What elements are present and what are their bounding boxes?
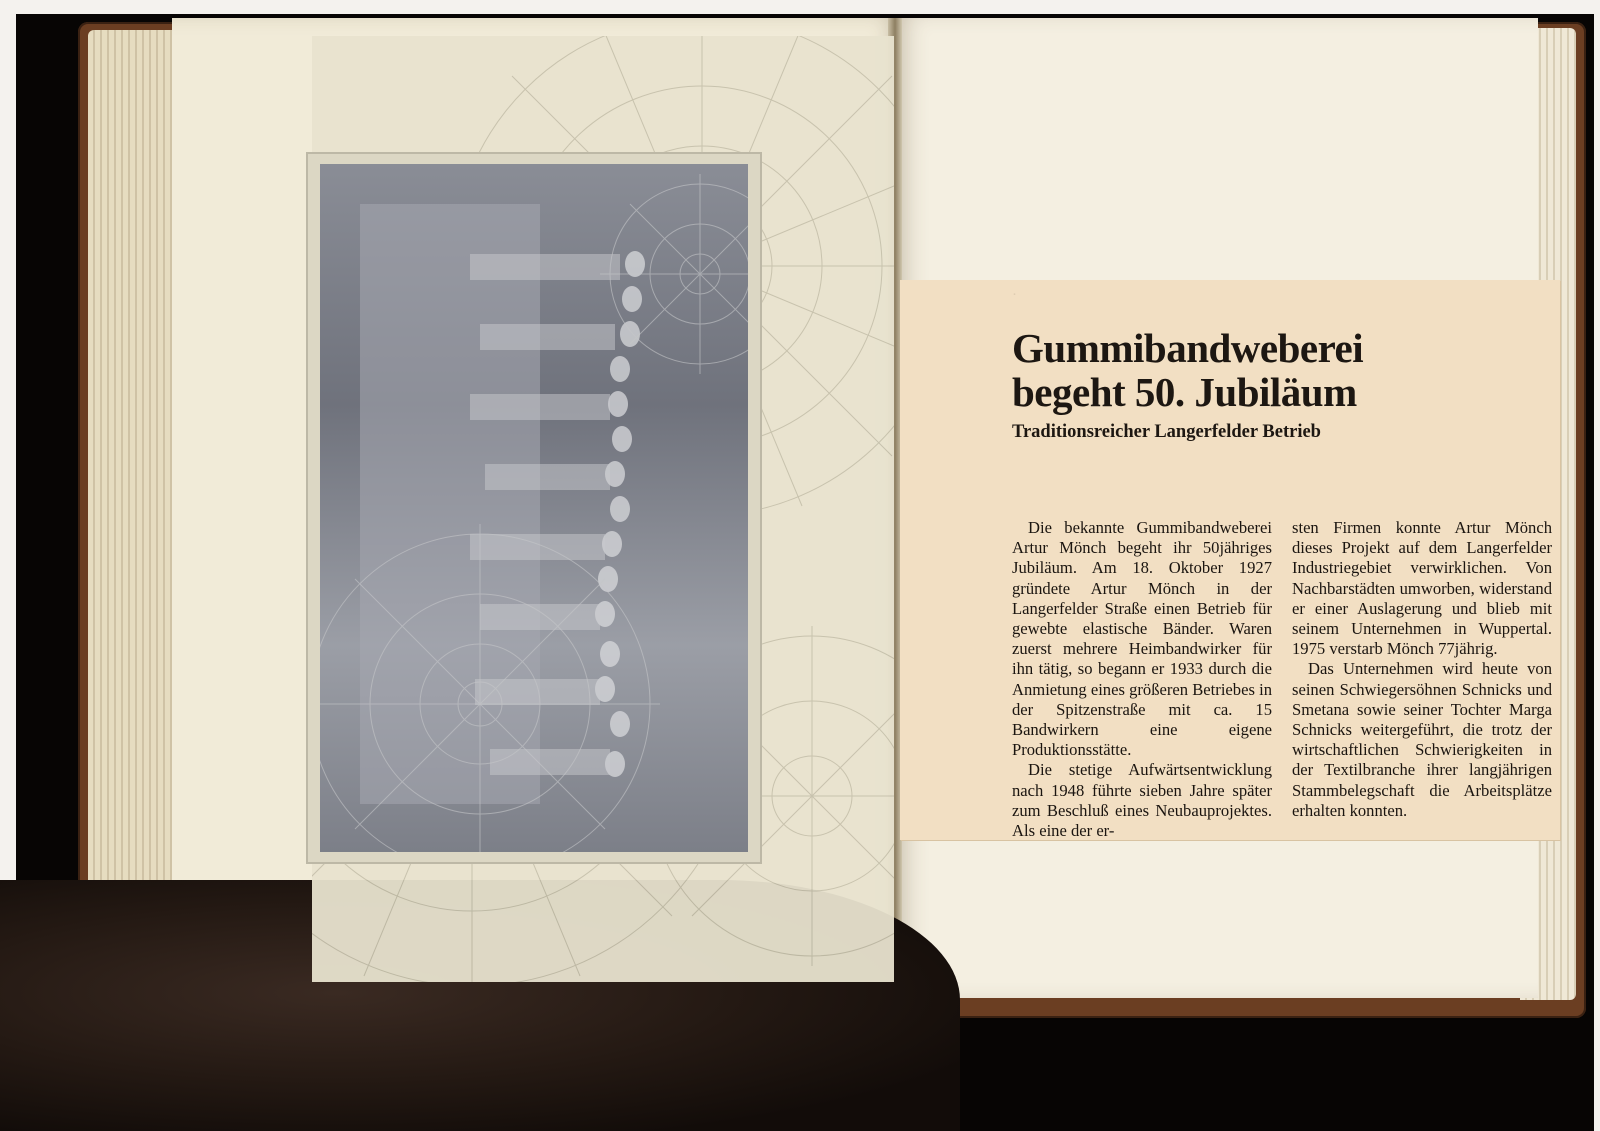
paragraph: sten Firmen konnte Artur Mönch dieses Projekt auf dem Langerfelder Industriegebiet verwirklichen. Von Nachbarstädten umworben, widerstand er einer Auslagerung und blieb mit seinem Unternehmen in Wuppertal. 1975 verstarb Mönch 77jährig. (1292, 518, 1552, 659)
photo-mount (306, 152, 762, 864)
article (1012, 325, 1552, 841)
scan-margin-top (0, 0, 1600, 14)
headline-line-2: begeht 50. Jubiläum (1012, 369, 1357, 415)
newspaper-clipping (900, 280, 1560, 840)
paragraph: Die bekannte Gummibandweberei Artur Mönch begeht ihr 50jähriges Jubiläum. Am 18. Oktober 1927 gründete Artur Mönch in der Langerfelder Straße einen Betrieb für gewebte elastische Bänder. Waren zuerst mehrere Heimbandwirker für ihn tätig, so begann er 1933 durch die Anmietung eines größeren Betriebes in der Spitzenstraße mit ca. 15 Bandwirkern eine eigene Produktionsstätte. (1012, 518, 1272, 760)
headline-line-1: Gummibandweberei (1012, 325, 1364, 371)
article-column-1 (1012, 518, 1272, 841)
bleed-through-text: · (1012, 287, 1017, 303)
group-photograph (320, 164, 748, 852)
scan-margin-right (1594, 0, 1600, 1131)
article-columns (1012, 518, 1552, 841)
article-column-2 (1292, 518, 1552, 841)
photo-content (320, 164, 748, 852)
paragraph: Das Unternehmen wird heute von seinen Schwiegersöhnen Schnicks und Smetana sowie seiner Tochter Marga Schnicks weitergeführt, die trotz der wirtschaftlichen Schwierigkeiten in der Textilbranche ihrer langjährigen Stammbelegschaft die Arbeitsplätze erhalten konnten. (1292, 659, 1552, 820)
article-subhead: Traditionsreicher Langerfelder Betrieb (1012, 422, 1321, 442)
paragraph: Die stetige Aufwärtsentwicklung nach 1948 führte sieben Jahre später zum Beschluß eines Neubauprojektes. Als eine der er- (1012, 760, 1272, 841)
article-headline (1012, 326, 1552, 414)
